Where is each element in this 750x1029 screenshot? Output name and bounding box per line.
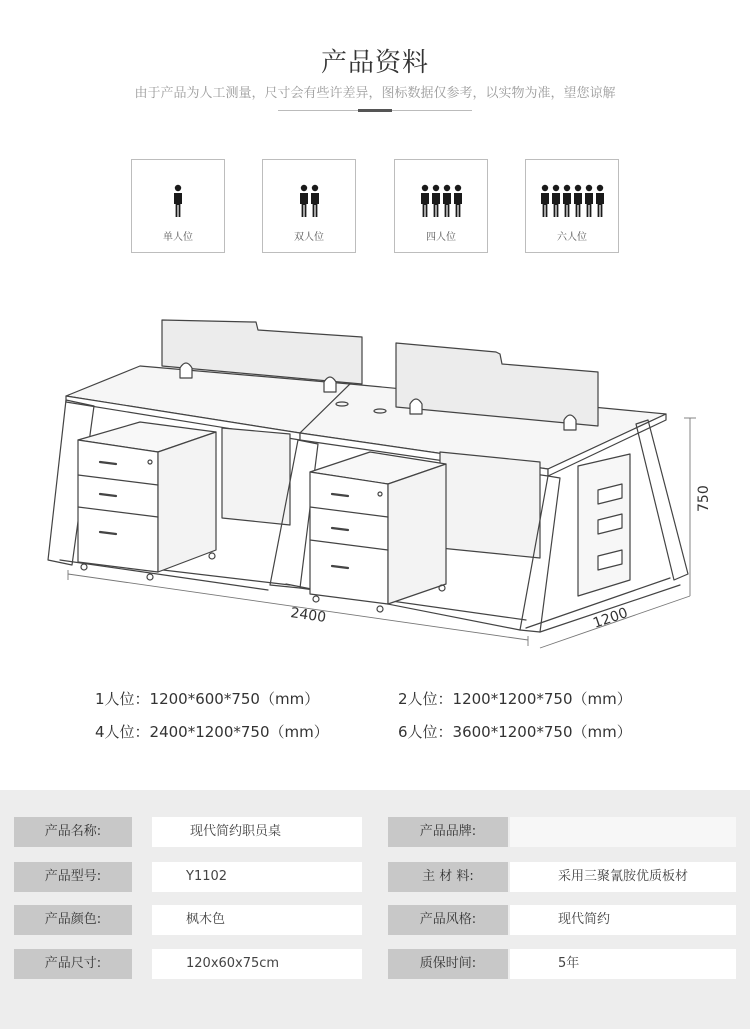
person-icon	[562, 184, 572, 218]
person-icon	[173, 184, 183, 218]
info-label-size: 产品尺寸:	[14, 949, 132, 979]
desk-drawing	[40, 305, 720, 665]
info-value-style: 现代简约	[510, 905, 736, 935]
info-value-warranty: 5年	[510, 949, 736, 979]
person-icon	[540, 184, 550, 218]
spec-1-person: 1人位：1200*600*750（mm）	[95, 690, 320, 708]
person-icon	[573, 184, 583, 218]
info-value-model: Y1102	[152, 862, 362, 892]
seat-option-single[interactable]	[131, 159, 225, 253]
spec-2-person: 2人位：1200*1200*750（mm）	[398, 690, 632, 708]
info-label-material: 主 材 料:	[388, 862, 508, 892]
person-icon	[551, 184, 561, 218]
spec-6-person: 6人位：3600*1200*750（mm）	[398, 723, 632, 741]
person-icon	[299, 184, 309, 218]
info-label-model: 产品型号:	[14, 862, 132, 892]
info-value-color: 枫木色	[152, 905, 362, 935]
people-icon-group	[526, 184, 618, 218]
seat-option-label: 双人位	[294, 232, 324, 243]
people-icon-group	[395, 184, 487, 218]
length-dimension: 2400	[289, 605, 327, 626]
info-value-name: 现代简约职员桌	[152, 817, 362, 847]
seat-option-six[interactable]	[525, 159, 619, 253]
people-icon-group	[132, 184, 224, 218]
info-label-name: 产品名称:	[14, 817, 132, 847]
info-label-warranty: 质保时间:	[388, 949, 508, 979]
info-label-style: 产品风格:	[388, 905, 508, 935]
info-label-brand: 产品品牌:	[388, 817, 508, 847]
person-icon	[442, 184, 452, 218]
seat-option-label: 四人位	[426, 232, 456, 243]
height-dimension: 750	[696, 485, 712, 512]
depth-dimension: 1200	[591, 605, 631, 632]
seat-option-double[interactable]	[262, 159, 356, 253]
seat-option-label: 六人位	[557, 232, 587, 243]
person-icon	[453, 184, 463, 218]
seat-option-label: 单人位	[163, 232, 193, 243]
page-title: 产品资料	[320, 48, 429, 78]
info-value-size: 120x60x75cm	[152, 949, 362, 979]
person-icon	[431, 184, 441, 218]
info-value-brand	[510, 817, 736, 847]
info-value-material: 采用三聚氰胺优质板材	[510, 862, 736, 892]
person-icon	[584, 184, 594, 218]
seat-option-four[interactable]	[394, 159, 488, 253]
spec-4-person: 4人位：2400*1200*750（mm）	[95, 723, 329, 741]
title-divider-accent	[358, 109, 392, 112]
person-icon	[310, 184, 320, 218]
people-icon-group	[263, 184, 355, 218]
page-subtitle: 由于产品为人工测量，尺寸会有些许差异，图标数据仅参考，以实物为准，望您谅解	[134, 86, 616, 101]
info-label-color: 产品颜色:	[14, 905, 132, 935]
person-icon	[595, 184, 605, 218]
person-icon	[420, 184, 430, 218]
